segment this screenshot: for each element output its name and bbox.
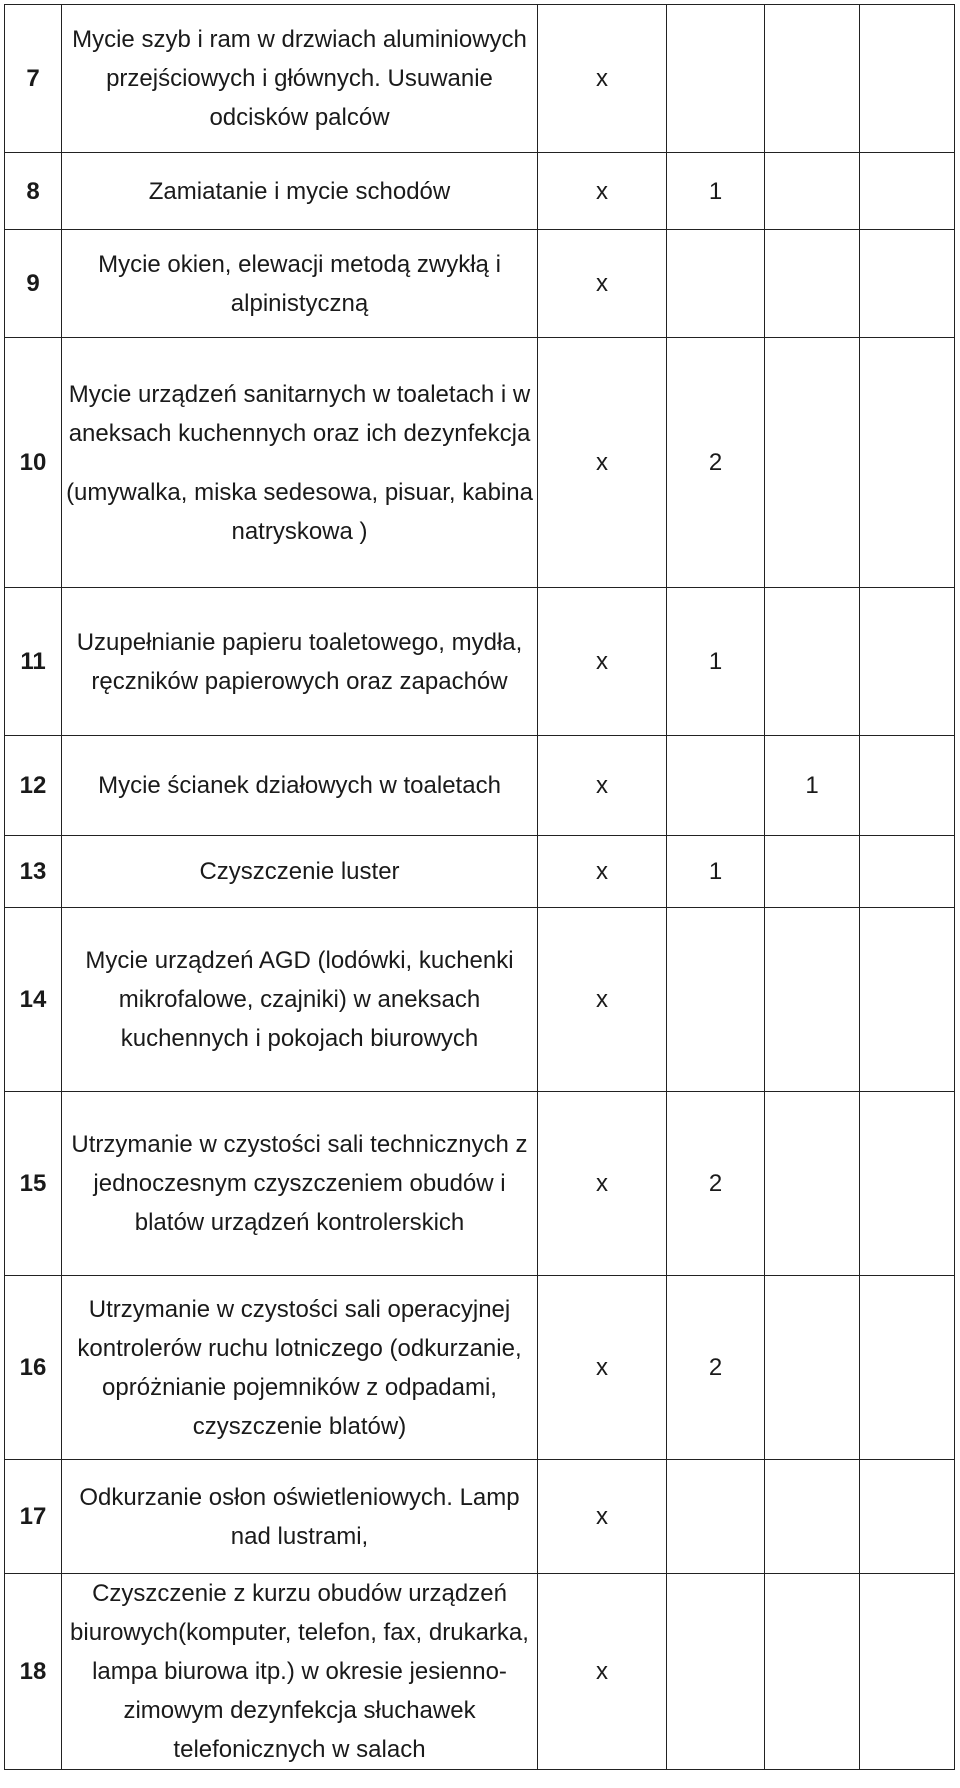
description-paragraph: Utrzymanie w czystości sali operacyjnej kontrolerów ruchu lotniczego (odkurzanie, opróżnianie pojemników z odpadami, czyszczenie blatów) <box>77 1295 522 1440</box>
table-row <box>5 1092 955 1276</box>
cleaning-schedule-table <box>4 4 955 1770</box>
table-row <box>5 736 955 836</box>
row-number: 13 <box>5 836 62 908</box>
table-row <box>5 1276 955 1460</box>
empty-cell <box>860 908 955 1092</box>
description-paragraph: Mycie urządzeń AGD (lodówki, kuchenki mikrofalowe, czajniki) w aneksach kuchennych i pokojach biurowych <box>85 947 514 1052</box>
empty-cell <box>765 908 860 1092</box>
empty-cell <box>667 5 765 153</box>
frequency-mark: x <box>538 736 667 836</box>
frequency-value: 2 <box>667 338 765 588</box>
paragraph-gap <box>62 453 537 473</box>
frequency-mark: x <box>538 153 667 230</box>
description-paragraph: Mycie ścianek działowych w toaletach <box>98 772 501 799</box>
empty-cell <box>667 736 765 836</box>
table-row <box>5 5 955 153</box>
empty-cell <box>860 153 955 230</box>
empty-cell <box>860 1276 955 1460</box>
task-description <box>62 1460 538 1574</box>
description-paragraph: Zamiatanie i mycie schodów <box>148 177 451 205</box>
empty-cell <box>765 338 860 588</box>
empty-cell <box>765 588 860 736</box>
frequency-mark: x <box>538 230 667 338</box>
table-row <box>5 1574 955 1770</box>
frequency-value: 2 <box>667 1092 765 1276</box>
table-row <box>5 230 955 338</box>
row-number: 18 <box>5 1574 62 1770</box>
frequency-mark: x <box>538 1574 667 1770</box>
empty-cell <box>765 1276 860 1460</box>
task-description <box>62 5 538 153</box>
empty-cell <box>765 1092 860 1276</box>
frequency-mark: x <box>538 5 667 153</box>
frequency-value: 1 <box>667 153 765 230</box>
row-number: 17 <box>5 1460 62 1574</box>
table-row <box>5 836 955 908</box>
empty-cell <box>860 5 955 153</box>
empty-cell <box>860 836 955 908</box>
row-number: 7 <box>5 5 62 153</box>
description-paragraph: Mycie szyb i ram w drzwiach aluminiowych przejściowych i głównych. Usuwanie odcisków palców <box>72 26 527 131</box>
empty-cell <box>667 908 765 1092</box>
frequency-mark: x <box>538 1460 667 1574</box>
empty-cell <box>765 230 860 338</box>
row-number: 10 <box>5 338 62 588</box>
empty-cell <box>860 1574 955 1770</box>
frequency-value: 2 <box>667 1276 765 1460</box>
empty-cell <box>860 230 955 338</box>
table-body <box>5 5 955 1770</box>
table-row <box>5 908 955 1092</box>
frequency-value: 1 <box>765 736 860 836</box>
task-description <box>62 588 538 736</box>
frequency-value: 1 <box>667 588 765 736</box>
empty-cell <box>860 588 955 736</box>
frequency-mark: x <box>538 588 667 736</box>
empty-cell <box>765 5 860 153</box>
task-description <box>62 1092 538 1276</box>
empty-cell <box>667 1460 765 1574</box>
table-row <box>5 153 955 230</box>
table-row <box>5 588 955 736</box>
task-description <box>62 230 538 338</box>
empty-cell <box>860 1092 955 1276</box>
task-description <box>62 836 538 908</box>
empty-cell <box>667 230 765 338</box>
row-number: 8 <box>5 153 62 230</box>
task-description <box>62 908 538 1092</box>
frequency-mark: x <box>538 338 667 588</box>
description-paragraph: Uzupełnianie papieru toaletowego, mydła, ręczników papierowych oraz zapachów <box>76 628 523 695</box>
frequency-mark: x <box>538 836 667 908</box>
description-paragraph: Odkurzanie osłon oświetleniowych. Lamp nad lustrami, <box>79 1483 520 1550</box>
task-description <box>62 1276 538 1460</box>
frequency-mark: x <box>538 1092 667 1276</box>
task-description <box>62 1574 538 1770</box>
row-number: 12 <box>5 736 62 836</box>
task-description <box>62 338 538 588</box>
task-description <box>62 736 538 836</box>
description-paragraph: Utrzymanie w czystości sali technicznych z jednoczesnym czyszczeniem obudów i blatów urządzeń kontrolerskich <box>71 1131 528 1236</box>
empty-cell <box>765 836 860 908</box>
empty-cell <box>765 1460 860 1574</box>
table-row <box>5 1460 955 1574</box>
description-paragraph: Czyszczenie luster <box>199 858 400 885</box>
frequency-mark: x <box>538 908 667 1092</box>
row-number: 9 <box>5 230 62 338</box>
empty-cell <box>860 338 955 588</box>
frequency-mark: x <box>538 1276 667 1460</box>
row-number: 14 <box>5 908 62 1092</box>
empty-cell <box>667 1574 765 1770</box>
frequency-value: 1 <box>667 836 765 908</box>
row-number: 16 <box>5 1276 62 1460</box>
row-number: 11 <box>5 588 62 736</box>
empty-cell <box>765 1574 860 1770</box>
empty-cell <box>860 736 955 836</box>
description-paragraph: (umywalka, miska sedesowa, pisuar, kabina natryskowa ) <box>66 478 533 545</box>
row-number: 15 <box>5 1092 62 1276</box>
description-paragraph: Mycie okien, elewacji metodą zwykłą i alpinistyczną <box>98 250 501 317</box>
task-description <box>62 153 538 230</box>
description-paragraph: Czyszczenie z kurzu obudów urządzeń biurowych(komputer, telefon, fax, drukarka, lampa biurowa itp.) w okresie jesienno-zimowym dezynfekcja słuchawek telefonicznych w salach <box>70 1580 529 1763</box>
empty-cell <box>765 153 860 230</box>
table-row <box>5 338 955 588</box>
empty-cell <box>860 1460 955 1574</box>
description-paragraph: Mycie urządzeń sanitarnych w toaletach i w aneksach kuchennych oraz ich dezynfekcja <box>68 380 531 447</box>
